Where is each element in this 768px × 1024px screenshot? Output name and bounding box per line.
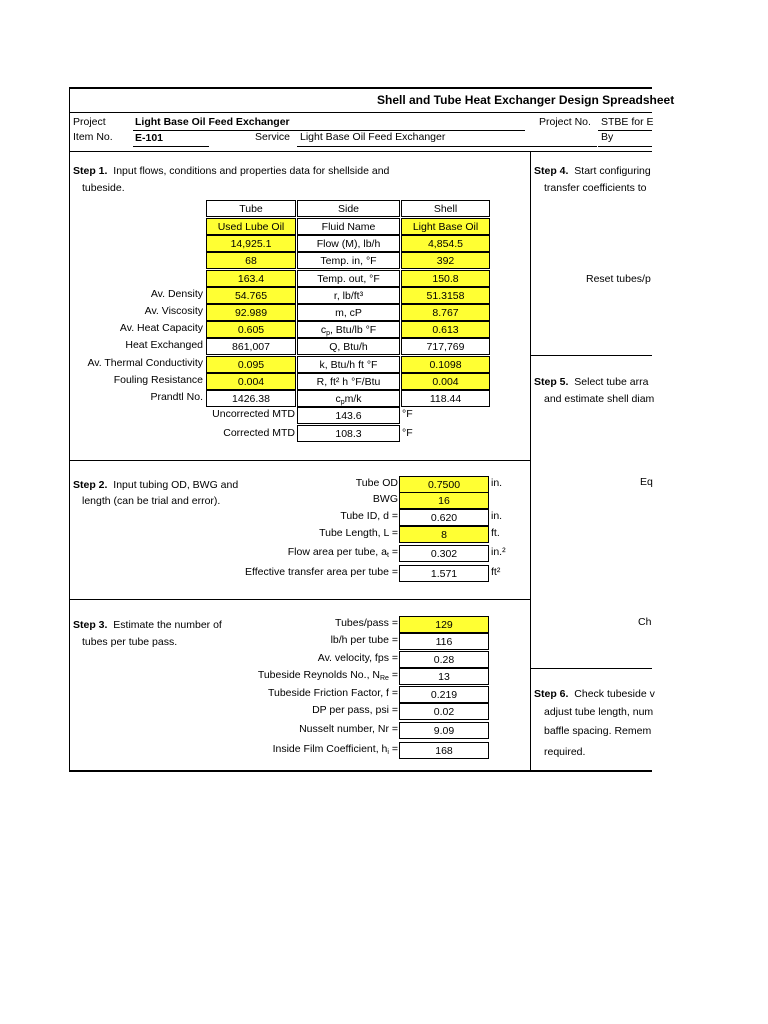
tubing-label: Tube Length, L =	[319, 527, 398, 539]
shell-value-cell[interactable]: 51.3158	[401, 287, 490, 304]
column-header-tube: Tube	[206, 200, 296, 217]
project-no-label: Project No.	[539, 116, 591, 128]
side-property-cell: r, lb/ft³	[297, 287, 400, 304]
tubes-value-cell: 0.28	[399, 651, 489, 668]
property-label: Av. Thermal Conductivity	[87, 356, 203, 369]
step6-heading: Step 6.	[534, 688, 569, 700]
corrected-mtd-label: Corrected MTD	[223, 427, 295, 439]
tubing-value-cell[interactable]: 0.7500	[399, 476, 489, 493]
shell-value-cell[interactable]: Light Base Oil	[401, 218, 490, 235]
step3-text-2: tubes per tube pass.	[82, 636, 178, 648]
tubing-label: BWG	[372, 493, 398, 505]
tubing-unit: in.	[491, 477, 503, 489]
service-value[interactable]: Light Base Oil Feed Exchanger	[300, 131, 446, 143]
step4-text-2: transfer coefficients to	[544, 182, 647, 194]
tubes-label: Tubes/pass =	[335, 617, 398, 629]
section-divider-1	[69, 151, 652, 152]
side-property-cell: k, Btu/h ft °F	[297, 356, 400, 373]
tubes-value-cell: 13	[399, 668, 489, 685]
service-label: Service	[255, 131, 291, 143]
property-label: Heat Exchanged	[125, 339, 203, 352]
shell-value-cell: 717,769	[401, 338, 490, 355]
tubing-unit: ft²	[491, 566, 501, 578]
section-divider-3	[69, 599, 531, 600]
step6-text-3: baffle spacing. Remem	[544, 725, 652, 737]
side-property-cell: Flow (M), lb/h	[297, 235, 400, 252]
property-label: Prandtl No.	[150, 391, 203, 403]
tubes-label: Tubeside Friction Factor, f =	[267, 687, 398, 699]
title-underline	[69, 112, 652, 113]
uncorrected-mtd-value: 143.6	[297, 407, 400, 424]
tubes-label: DP per pass, psi =	[312, 704, 398, 716]
tubes-label: Tubeside Reynolds No., $N_{Re}$ =	[257, 669, 398, 682]
tubing-label: Effective transfer area per tube =	[244, 566, 398, 578]
corrected-mtd-unit: °F	[402, 427, 413, 439]
column-header-shell: Shell	[401, 200, 490, 217]
shell-value-cell[interactable]: 392	[401, 252, 490, 269]
step2-heading: Step 2.	[73, 479, 108, 491]
right-column-divider	[530, 151, 531, 771]
tube-value-cell[interactable]: 54.765	[206, 287, 296, 304]
shell-value-cell[interactable]: 8.767	[401, 304, 490, 321]
tubes-value-cell: 0.02	[399, 703, 489, 720]
shell-value-cell[interactable]: 150.8	[401, 270, 490, 287]
step5-instructions	[534, 376, 648, 388]
tubes-value-cell: 116	[399, 633, 489, 650]
tubing-value-cell: 1.571	[399, 565, 489, 582]
tube-value-cell[interactable]: 163.4	[206, 270, 296, 287]
project-label: Project	[73, 116, 106, 128]
side-property-cell: m, cP	[297, 304, 400, 321]
tubes-value-cell: 9.09	[399, 722, 489, 739]
project-no-value[interactable]: STBE for E	[601, 116, 654, 128]
tubes-value-cell: 168	[399, 742, 489, 759]
tubing-unit: in.	[491, 510, 503, 522]
tubing-unit: ft.	[491, 527, 500, 539]
step4-heading: Step 4.	[534, 165, 569, 177]
by-label: By	[601, 131, 614, 143]
tubes-value-cell[interactable]: 129	[399, 616, 489, 633]
step3-text-1: Estimate the number of	[113, 619, 222, 631]
eq-label: Eq	[640, 476, 653, 488]
right-divider-2	[530, 668, 652, 669]
shell-value-cell: 118.44	[401, 390, 490, 407]
step5-text-1: Select tube arra	[574, 376, 649, 388]
step1-instructions	[73, 165, 389, 177]
tube-value-cell[interactable]: Used Lube Oil	[206, 218, 296, 235]
step1-heading: Step 1.	[73, 165, 108, 177]
side-property-cell: $c_p$, Btu/lb °F	[297, 321, 400, 338]
step4-text-1: Start configuring	[574, 165, 651, 177]
side-property-cell: Q, Btu/h	[297, 338, 400, 355]
shell-value-cell[interactable]: 0.613	[401, 321, 490, 338]
frame-bottom-border	[69, 770, 652, 772]
item-no-value[interactable]: E-101	[135, 132, 164, 144]
frame-top-border	[69, 87, 652, 89]
tube-value-cell[interactable]: 0.004	[206, 373, 296, 390]
item-no-label: Item No.	[73, 131, 113, 143]
corrected-mtd-value: 108.3	[297, 425, 400, 442]
tube-value-cell[interactable]: 92.989	[206, 304, 296, 321]
tubes-value-cell: 0.219	[399, 686, 489, 703]
tubes-label: lb/h per tube =	[330, 634, 398, 646]
step6-text-4: required.	[544, 746, 586, 758]
tubing-label: Tube OD	[355, 477, 398, 489]
property-label: Fouling Resistance	[113, 373, 203, 386]
uncorrected-mtd-label: Uncorrected MTD	[212, 408, 295, 420]
step5-text-2: and estimate shell diam	[544, 393, 655, 405]
section-divider-2	[69, 460, 531, 461]
tubing-value-cell[interactable]: 16	[399, 492, 489, 509]
tube-value-cell[interactable]: 68	[206, 252, 296, 269]
side-property-cell: Temp. out, °F	[297, 270, 400, 287]
frame-left-border	[69, 87, 70, 772]
service-underline	[297, 146, 597, 147]
step2-text-1: Input tubing OD, BWG and	[113, 479, 239, 491]
side-property-cell: R, ft² h °F/Btu	[297, 373, 400, 390]
step2-text-2: length (can be trial and error).	[82, 495, 221, 507]
step5-heading: Step 5.	[534, 376, 569, 388]
ch-label: Ch	[638, 616, 652, 628]
tube-value-cell[interactable]: 0.095	[206, 356, 296, 373]
tube-value-cell[interactable]: 0.605	[206, 321, 296, 338]
step4-instructions	[534, 165, 651, 177]
step6-text-2: adjust tube length, num	[544, 706, 654, 718]
tube-value-cell: 861,007	[206, 338, 296, 355]
tubing-value-cell: 0.620	[399, 509, 489, 526]
reset-tubes-button[interactable]: Reset tubes/p	[586, 273, 651, 285]
tubing-label: Flow area per tube, $a_t$ =	[287, 546, 398, 559]
tube-value-cell: 1426.38	[206, 390, 296, 407]
tubes-label: Nusselt number, Nr =	[299, 723, 398, 735]
project-value[interactable]: Light Base Oil Feed Exchanger	[135, 116, 290, 128]
side-property-cell: $c_pm/k$	[297, 390, 400, 407]
column-header-side: Side	[297, 200, 400, 217]
shell-value-cell[interactable]: 0.1098	[401, 356, 490, 373]
step3-instructions	[73, 619, 222, 631]
step1-text-1: Input flows, conditions and properties data for shellside and	[113, 165, 390, 177]
right-divider-1	[530, 355, 652, 356]
tubing-value-cell[interactable]: 8	[399, 526, 489, 543]
step6-text-1: Check tubeside v	[574, 688, 655, 700]
spreadsheet-title: Shell and Tube Heat Exchanger Design Spreadsheet	[377, 93, 675, 107]
step3-heading: Step 3.	[73, 619, 108, 631]
tubing-value-cell: 0.302	[399, 545, 489, 562]
tubes-label: Av. velocity, fps =	[317, 652, 398, 664]
step6-instructions	[534, 688, 655, 700]
tube-value-cell[interactable]: 14,925.1	[206, 235, 296, 252]
tubing-label: Tube ID, d =	[340, 510, 398, 522]
by-underline	[598, 146, 652, 147]
shell-value-cell[interactable]: 4,854.5	[401, 235, 490, 252]
step2-instructions	[73, 479, 238, 491]
shell-value-cell[interactable]: 0.004	[401, 373, 490, 390]
uncorrected-mtd-unit: °F	[402, 408, 413, 420]
tubes-label: Inside Film Coefficient, $h_i$ =	[272, 743, 398, 756]
item-no-underline	[133, 146, 209, 147]
property-label: Av. Heat Capacity	[119, 322, 203, 335]
step1-text-2: tubeside.	[82, 182, 125, 194]
tubing-unit: in.²	[491, 546, 506, 558]
property-label: Av. Density	[150, 287, 203, 300]
side-property-cell: Fluid Name	[297, 218, 400, 235]
side-property-cell: Temp. in, °F	[297, 252, 400, 269]
property-label: Av. Viscosity	[144, 305, 203, 317]
